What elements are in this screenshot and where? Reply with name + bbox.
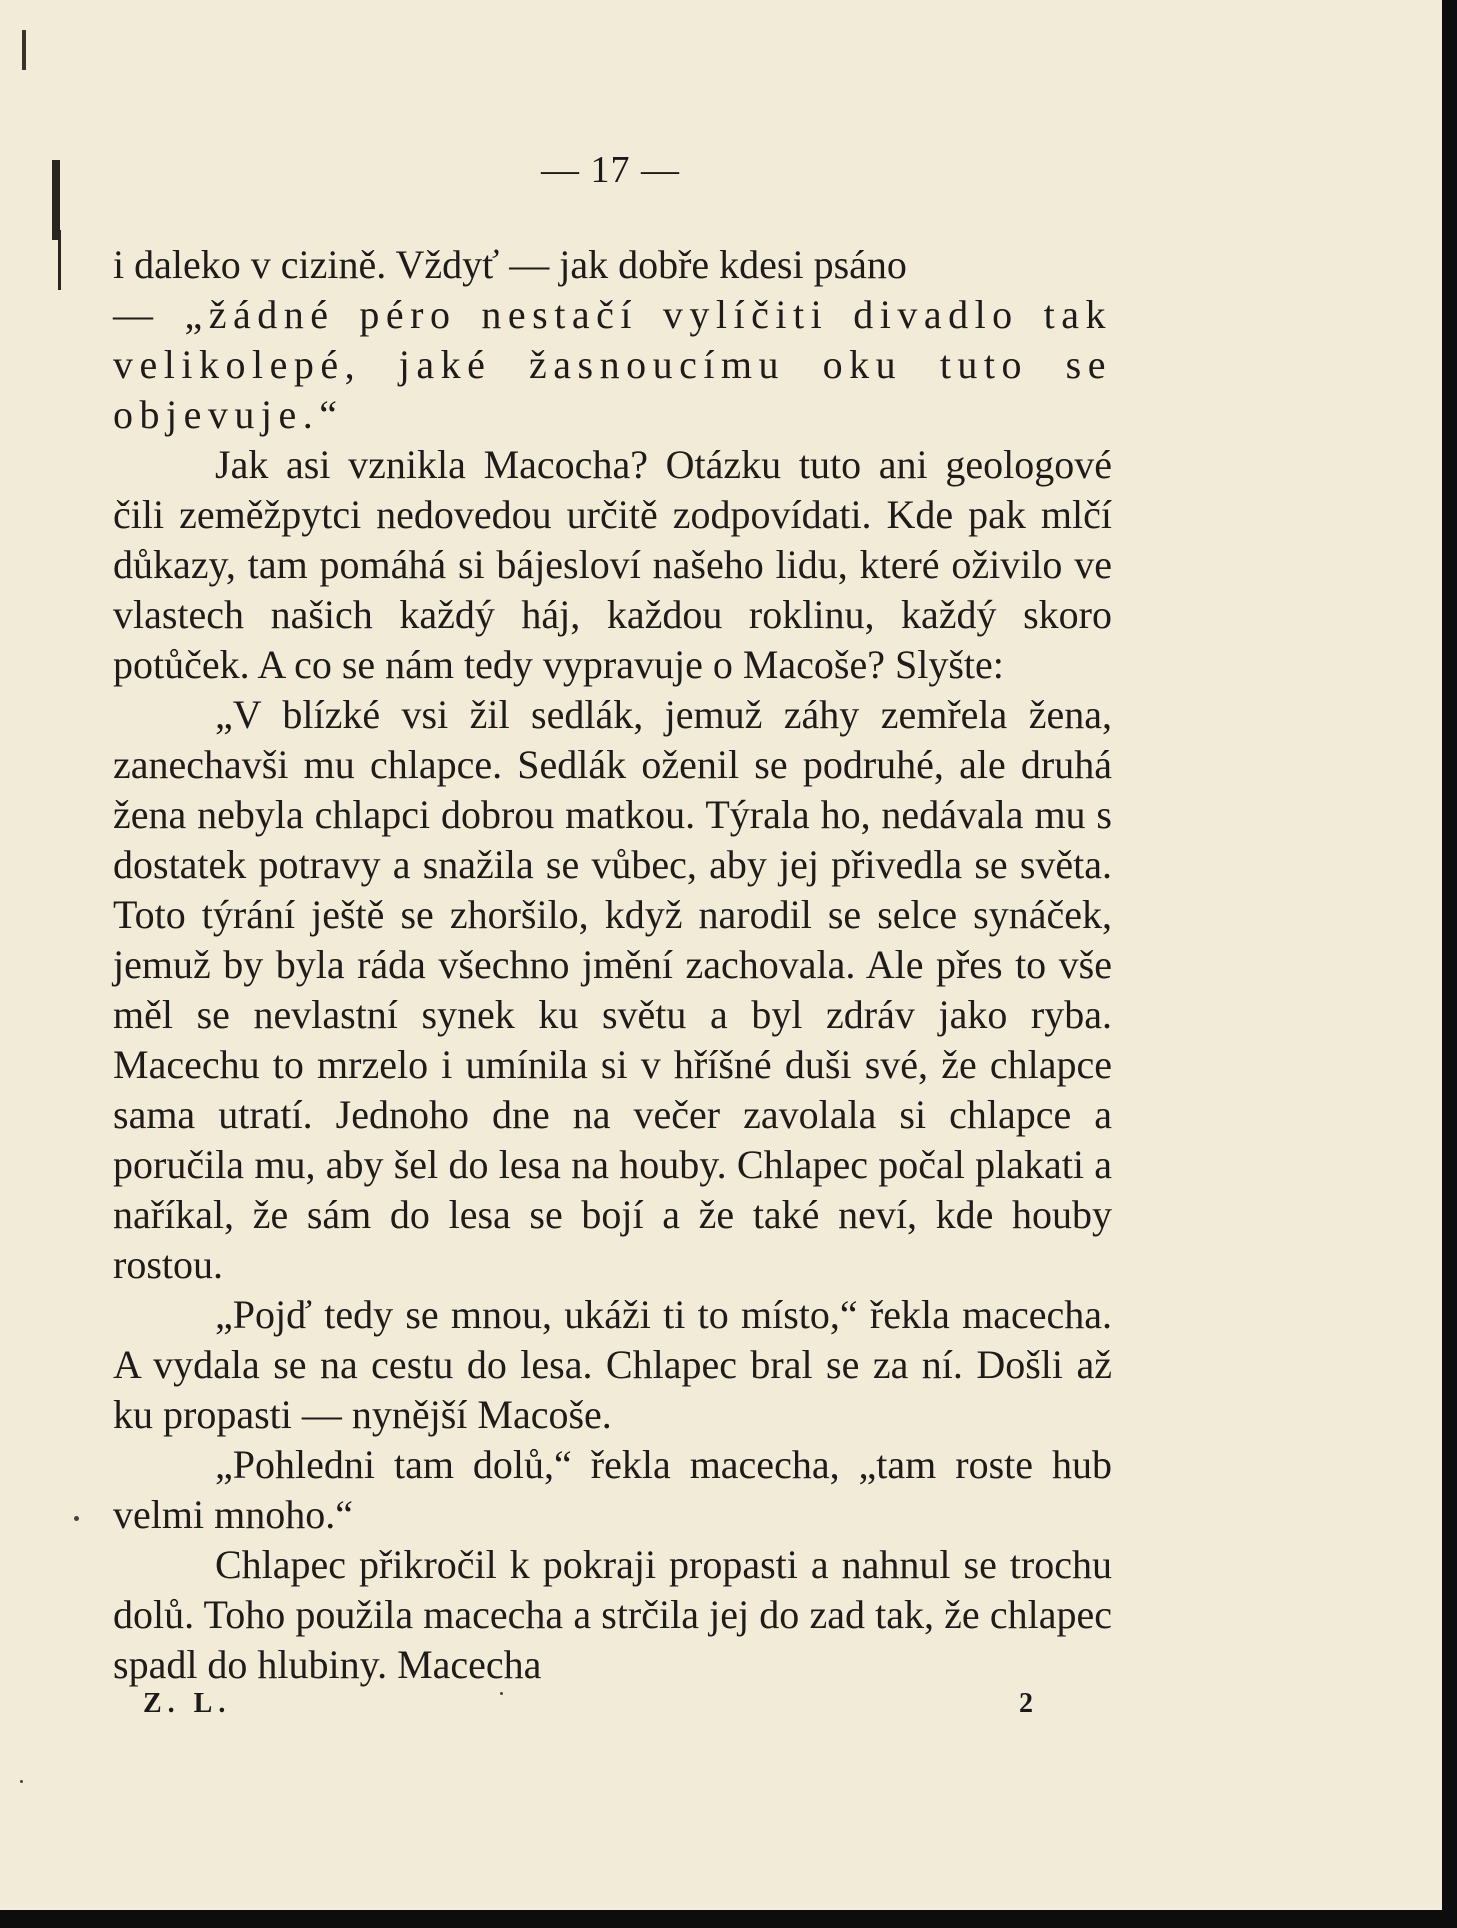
paragraph-origin-question: Jak asi vznikla Macocha? Otázku tuto ani geologové čili zeměžpytci nedovedou určitě zodpovídati. Kde pak mlčí důkazy, tam pomáhá si bájesloví našeho lidu, které oživilo ve vlastech našich každý háj, každou roklinu, každý skoro potůček. A co se nám tedy vypravuje o Macoše? Slyšte: xyxy=(113,442,1112,687)
page-number: — 17 — xyxy=(541,149,680,191)
binding-mark-top xyxy=(22,30,26,70)
footer-sheet-number: 2 xyxy=(1019,1688,1033,1719)
paragraph-quote: — „žádné péro nestačí vylíčiti divadlo tak velikolepé, jaké žasnoucímu oku tuto se objevuje.“ xyxy=(113,292,1112,437)
binding-mark-lower xyxy=(58,230,61,290)
paragraph-stepmother-speech: „Pojď tedy se mnou, ukáži ti to místo,“ řekla macecha. A vydala se na cestu do lesa. Chlapec bral se za ní. Došli až ku propasti — nynější Macoše. xyxy=(113,1292,1112,1437)
speck xyxy=(74,1516,79,1521)
paragraph-look-down: „Pohledni tam dolů,“ řekla macecha, „tam roste hub velmi mnoho.“ xyxy=(113,1442,1112,1537)
speck xyxy=(20,1780,23,1783)
paragraph-continuation: i daleko v cizině. Vždyť — jak dobře kdesi psáno xyxy=(113,242,907,287)
body-text xyxy=(113,240,1112,1690)
paragraph-push: Chlapec přikročil k pokraji propasti a nahnul se trochu dolů. Toho použila macecha a strčila jej do zad tak, že chlapec spadl do hlubiny. Macecha xyxy=(113,1542,1112,1687)
paragraph-legend: „V blízké vsi žil sedlák, jemuž záhy zemřela žena, zanechavši mu chlapce. Sedlák oženil se podruhé, ale druhá žena nebyla chlapci dobrou matkou. Týrala ho, nedávala mu s dostatek potravy a snažila se vůbec, aby jej přivedla se světa. Toto týrání ještě se zhoršilo, když narodil se selce synáček, jemuž by byla ráda všechno jmění zachovala. Ale přes to vše měl se nevlastní synek ku světu a byl zdráv jako ryba. Macechu to mrzelo i umínila si v hříšné duši své, že chlapce sama utratí. Jednoho dne na večer zavolala si chlapce a poručila mu, aby šel do lesa na houby. Chlapec počal plakati a naříkal, že sám do lesa se bojí a že také neví, kde houby rostou. xyxy=(113,692,1112,1287)
speck xyxy=(500,1692,503,1695)
footer-signature: Z. L. xyxy=(143,1688,232,1719)
